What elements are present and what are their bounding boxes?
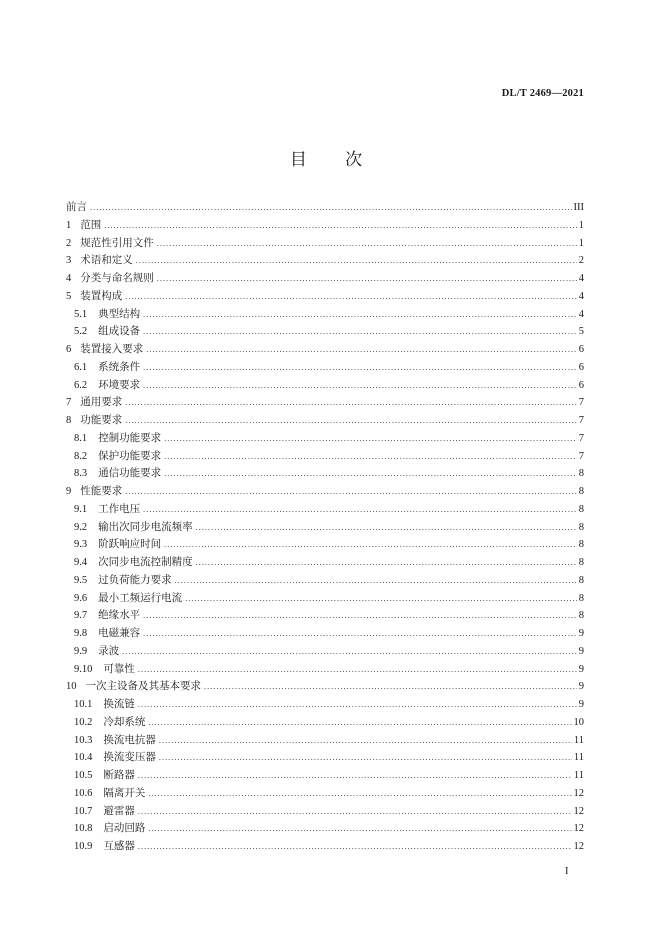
toc-entry-number: 6.1 (74, 361, 88, 373)
dot-leader (196, 519, 577, 537)
toc-chapter-entry (66, 199, 584, 217)
dot-leader (125, 288, 577, 306)
toc-entry-title: 输出次同步电流频率 (98, 521, 193, 533)
toc-chapter-entry (66, 412, 584, 430)
dot-leader (90, 199, 572, 217)
toc-section-entry (66, 536, 584, 554)
toc-entry-number: 10.6 (74, 787, 93, 799)
toc-entry-number: 7 (66, 397, 72, 409)
toc-chapter-entry (66, 394, 584, 412)
dot-leader (136, 252, 577, 270)
toc-entry-title: 换流链 (103, 699, 135, 710)
toc-section-entry (66, 607, 584, 625)
toc-entry-page: 9 (578, 645, 584, 657)
toc-entry-title: 启动回路 (103, 823, 146, 835)
dot-leader (143, 501, 577, 519)
toc-section-entry (66, 838, 584, 856)
dot-leader (185, 590, 577, 608)
toc-chapter-entry (66, 252, 584, 270)
toc-entry-title: 性能要求 (80, 486, 123, 497)
toc-entry-title: 装置接入要求 (80, 344, 144, 355)
toc-chapter-entry (66, 341, 584, 359)
toc-entry-page: 11 (573, 770, 584, 781)
toc-entry-number: 10.9 (74, 841, 93, 852)
dot-leader (138, 767, 572, 785)
toc-entry-number: 10.5 (74, 770, 93, 781)
toc-entry-title: 最小工频运行电流 (98, 592, 183, 604)
toc-entry-page: 6 (578, 344, 584, 355)
toc-chapter-entry (66, 288, 584, 306)
toc-entry-number: 9.7 (74, 610, 88, 622)
toc-chapter-entry (66, 217, 584, 235)
toc-section-entry (66, 732, 584, 750)
dot-leader (143, 377, 577, 395)
toc-section-entry (66, 625, 584, 643)
toc-entry-page: 11 (573, 752, 584, 764)
toc-entry-title: 功能要求 (80, 415, 123, 426)
dot-leader (143, 607, 577, 625)
toc-entry-title: 组成设备 (98, 326, 141, 338)
toc-entry-page: 10 (573, 716, 584, 728)
toc-section-entry (66, 696, 584, 714)
dot-leader (159, 732, 572, 750)
toc-entry-page: 12 (573, 805, 584, 817)
toc-entry-page: 6 (578, 379, 584, 391)
toc-section-entry (66, 448, 584, 466)
toc-entry-page: 9 (578, 663, 584, 675)
toc-entry-page: 9 (578, 628, 584, 639)
toc-entry-page: 7 (578, 397, 584, 409)
toc-entry-page: 7 (578, 432, 584, 444)
toc-entry-title: 术语和定义 (80, 255, 133, 267)
dot-leader (146, 341, 577, 359)
toc-entry-title: 通用要求 (80, 397, 123, 409)
toc-entry-number: 6.2 (74, 379, 88, 391)
toc-entry-number: 3 (66, 255, 72, 267)
toc-section-entry (66, 323, 584, 341)
toc-entry-title: 分类与命名规则 (80, 273, 154, 284)
page-title: 目 次 (289, 150, 363, 169)
toc-entry-number: 10.4 (74, 752, 93, 764)
toc-entry-page: 8 (578, 486, 584, 497)
toc-section-entry (66, 359, 584, 377)
toc-entry-page: 8 (578, 557, 584, 568)
toc-section-entry (66, 820, 584, 838)
toc-entry-title: 断路器 (103, 770, 135, 781)
dot-leader (175, 572, 577, 590)
toc-section-entry (66, 767, 584, 785)
toc-entry-title: 工作电压 (98, 503, 141, 515)
toc-entry-title: 一次主设备及其基本要求 (85, 681, 201, 693)
toc-entry-number: 9.9 (74, 645, 88, 657)
toc-entry-page: 8 (578, 574, 584, 586)
dot-leader (104, 217, 577, 235)
toc-entry-page: 8 (578, 468, 584, 480)
toc-section-entry (66, 501, 584, 519)
toc-entry-number: 4 (66, 273, 72, 284)
dot-leader (164, 465, 577, 483)
toc-entry-number: 10.1 (74, 699, 93, 710)
toc-entry-title: 可靠性 (103, 663, 135, 675)
dot-leader (143, 359, 577, 377)
toc-entry-number: 9.5 (74, 574, 88, 586)
toc-chapter-entry (66, 678, 584, 696)
toc-entry-title: 保护功能要求 (98, 450, 162, 462)
dot-leader (138, 838, 572, 856)
toc-entry-title: 规范性引用文件 (80, 237, 154, 249)
toc-entry-number: 9 (66, 486, 72, 497)
toc-entry-title: 控制功能要求 (98, 432, 162, 444)
dot-leader (138, 661, 577, 679)
dot-leader (164, 536, 577, 554)
toc-entry-number: 5.1 (74, 308, 88, 320)
dot-leader (157, 270, 577, 288)
toc-section-entry (66, 749, 584, 767)
toc-section-entry (66, 714, 584, 732)
toc-entry-title: 换流电抗器 (103, 734, 156, 746)
toc-entry-page: 1 (578, 237, 584, 249)
toc-entry-page: 8 (578, 503, 584, 515)
dot-leader (164, 430, 577, 448)
toc-section-entry (66, 306, 584, 324)
toc-entry-page: 6 (578, 361, 584, 373)
toc-entry-title: 阶跃响应时间 (98, 539, 162, 551)
toc-entry-page: III (573, 202, 584, 213)
dot-leader (125, 412, 577, 430)
toc-entry-title: 隔离开关 (103, 787, 146, 799)
toc-entry-title: 系统条件 (98, 361, 141, 373)
toc-entry-page: 4 (578, 308, 584, 320)
toc-entry-number: 9.1 (74, 503, 88, 515)
toc-entry-page: 4 (578, 273, 584, 284)
toc-entry-page: 4 (578, 290, 584, 302)
toc-entry-number: 10.8 (74, 823, 93, 835)
toc-entry-page: 12 (573, 841, 584, 852)
toc-entry-page: 1 (578, 219, 584, 231)
toc-entry-number: 10.2 (74, 716, 93, 728)
toc-entry-page: 8 (578, 610, 584, 622)
toc-entry-title: 避雷器 (103, 805, 135, 817)
toc-section-entry (66, 785, 584, 803)
toc-entry-title: 前言 (66, 202, 87, 213)
toc-entry-page: 12 (573, 823, 584, 835)
toc-entry-title: 互感器 (103, 841, 135, 852)
toc-entry-title: 冷却系统 (103, 716, 146, 728)
dot-leader (148, 714, 571, 732)
toc-entry-page: 8 (578, 521, 584, 533)
document-code: DL/T 2469—2021 (501, 88, 584, 99)
toc-entry-page: 2 (578, 255, 584, 267)
toc-entry-number: 9.2 (74, 521, 88, 533)
toc-entry-title: 换流变压器 (103, 752, 156, 764)
dot-leader (138, 696, 577, 714)
toc-entry-number: 2 (66, 237, 72, 249)
toc-section-entry (66, 554, 584, 572)
toc-entry-page: 11 (573, 734, 584, 746)
toc-entry-page: 7 (578, 450, 584, 462)
toc-entry-page: 8 (578, 592, 584, 604)
toc-section-entry (66, 572, 584, 590)
dot-leader (125, 394, 577, 412)
toc-entry-page: 7 (578, 415, 584, 426)
toc-entry-title: 录波 (98, 645, 120, 657)
toc-entry-number: 5.2 (74, 326, 88, 338)
toc-entry-number: 9.3 (74, 539, 88, 551)
toc-section-entry (66, 430, 584, 448)
dot-leader (148, 785, 571, 803)
toc-entry-page: 9 (578, 681, 584, 693)
dot-leader (143, 306, 577, 324)
dot-leader (157, 235, 577, 253)
toc-entry-number: 1 (66, 219, 72, 231)
toc-entry-number: 9.10 (74, 663, 93, 675)
dot-leader (125, 483, 577, 501)
toc-entry-page: 5 (578, 326, 584, 338)
toc-entry-title: 次同步电流控制精度 (98, 557, 193, 568)
toc-entry-title: 范围 (80, 219, 102, 231)
toc-entry-number: 10.7 (74, 805, 93, 817)
toc-section-entry (66, 643, 584, 661)
toc-entry-number: 8 (66, 415, 72, 426)
toc-entry-title: 典型结构 (98, 308, 141, 320)
dot-leader (122, 643, 577, 661)
table-of-contents (66, 199, 584, 856)
toc-section-entry (66, 465, 584, 483)
dot-leader (196, 554, 577, 572)
dot-leader (143, 625, 577, 643)
toc-entry-title: 电磁兼容 (98, 628, 141, 639)
toc-entry-number: 10 (66, 681, 77, 693)
toc-entry-number: 8.2 (74, 450, 88, 462)
toc-chapter-entry (66, 483, 584, 501)
toc-entry-number: 8.3 (74, 468, 88, 480)
toc-section-entry (66, 377, 584, 395)
toc-chapter-entry (66, 235, 584, 253)
toc-entry-page: 9 (578, 699, 584, 710)
dot-leader (143, 323, 577, 341)
toc-entry-number: 9.8 (74, 628, 88, 639)
toc-entry-number: 9.4 (74, 557, 88, 568)
toc-section-entry (66, 590, 584, 608)
dot-leader (138, 803, 572, 821)
toc-entry-title: 过负荷能力要求 (98, 574, 172, 586)
toc-entry-page: 12 (573, 787, 584, 799)
toc-entry-number: 8.1 (74, 432, 88, 444)
toc-chapter-entry (66, 270, 584, 288)
toc-entry-number: 10.3 (74, 734, 93, 746)
toc-section-entry (66, 519, 584, 537)
toc-entry-page: 8 (578, 539, 584, 551)
toc-section-entry (66, 661, 584, 679)
dot-leader (159, 749, 572, 767)
dot-leader (204, 678, 577, 696)
toc-entry-title: 装置构成 (80, 290, 123, 302)
toc-entry-number: 5 (66, 290, 72, 302)
dot-leader (148, 820, 571, 838)
dot-leader (164, 448, 577, 466)
toc-entry-title: 通信功能要求 (98, 468, 162, 480)
toc-section-entry (66, 803, 584, 821)
toc-entry-number: 6 (66, 344, 72, 355)
toc-entry-number: 9.6 (74, 592, 88, 604)
page-number: I (565, 866, 569, 877)
toc-entry-title: 环境要求 (98, 379, 141, 391)
toc-entry-title: 绝缘水平 (98, 610, 141, 622)
